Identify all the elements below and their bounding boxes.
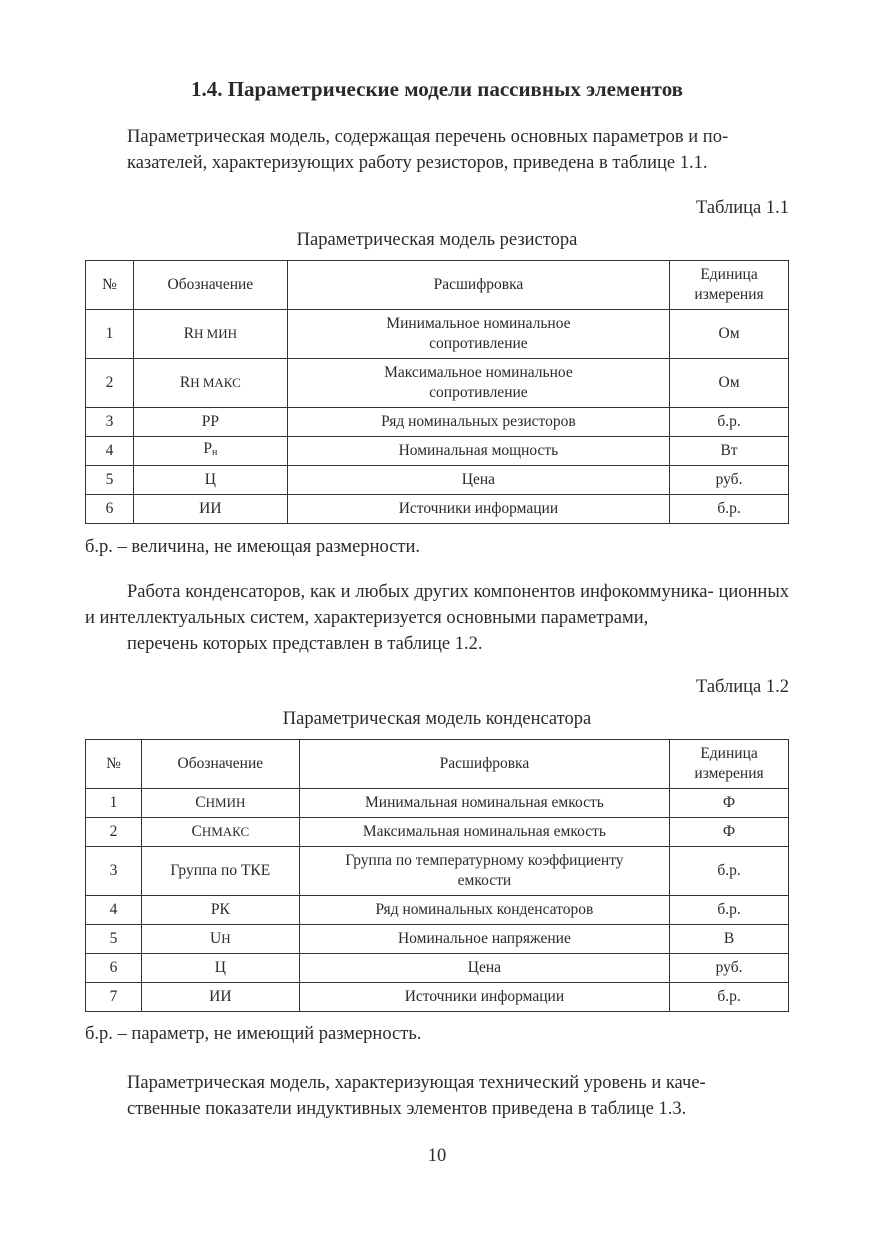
cell-num: 3 [86,847,142,896]
description-line: сопротивление [429,384,528,401]
cell-unit: Вт [670,437,789,466]
cell-num: 2 [86,359,134,408]
cell-unit: б.р. [670,408,789,437]
paragraph-line: Параметрическая модель, содержащая перечень основных параметров и по- [127,127,729,147]
cell-designation: РК [141,896,299,925]
symbol-subscript: Н [221,931,231,946]
table-row [86,466,789,495]
cell-description: Источники информации [287,495,669,524]
symbol-subscript: Н МИН [194,326,238,341]
symbol: R [179,374,191,391]
cell-designation [133,359,287,408]
table-row [86,954,789,983]
cell-num: 6 [86,954,142,983]
symbol-subscript: Н МАКС [190,375,241,390]
cell-unit: руб. [670,466,789,495]
cell-num: 4 [86,896,142,925]
header-unit-line: Единица [700,266,758,283]
paragraph-line: ственные показатели индуктивных элементов приведена в таблице 1.3. [127,1099,687,1119]
cell-designation [141,789,299,818]
cell-description: Номинальная мощность [287,437,669,466]
cell-description: Максимальная номинальная емкость [299,818,669,847]
cell-description: Ряд номинальных конденсаторов [299,896,669,925]
table-2-note: б.р. – параметр, не имеющий размерность. [85,1024,422,1044]
table-resistor-model [85,260,789,524]
cell-unit: б.р. [670,896,789,925]
header-unit-line: Единица [700,745,758,762]
cell-num: 2 [86,818,142,847]
header-unit-line: измерения [694,765,764,782]
header-designation: Обозначение [141,740,299,789]
cell-description: Ряд номинальных резисторов [287,408,669,437]
cell-unit: руб. [670,954,789,983]
paragraph-line: ционных и интеллектуальных систем, характеризуется основными параметрами, [85,582,789,628]
paragraph-intro-resistors [85,124,789,176]
table-header-row [86,740,789,789]
table-row [86,896,789,925]
table-row [86,437,789,466]
cell-description: Минимальная номинальная емкость [299,789,669,818]
cell-num: 5 [86,466,134,495]
cell-designation [141,818,299,847]
table-capacitor-model [85,739,789,1012]
cell-designation [133,310,287,359]
cell-description [299,847,669,896]
cell-unit: б.р. [670,495,789,524]
cell-designation: Ц [141,954,299,983]
cell-description: Источники информации [299,983,669,1012]
section-heading: 1.4. Параметрические модели пассивных элементов [190,77,684,101]
cell-description [287,359,669,408]
header-unit-line: измерения [694,286,764,303]
cell-num: 6 [86,495,134,524]
cell-designation [141,925,299,954]
cell-description: Цена [287,466,669,495]
cell-designation: Группа по ТКЕ [141,847,299,896]
cell-num: 1 [86,789,142,818]
cell-unit: Ом [670,359,789,408]
description-line: сопротивление [429,335,528,352]
table-2-label: Таблица 1.2 [696,677,789,697]
table-row [86,983,789,1012]
table-2-caption: Параметрическая модель конденсатора [282,709,592,729]
cell-description: Цена [299,954,669,983]
description-line: емкости [457,872,512,889]
cell-num: 1 [86,310,134,359]
paragraph-line: Работа конденсаторов, как и любых других компонентов инфокоммуника- [127,582,714,602]
header-description: Расшифровка [287,261,669,310]
cell-num: 7 [86,983,142,1012]
paragraph-inductors [85,1070,789,1122]
header-description: Расшифровка [299,740,669,789]
paragraph-line: казателей, характеризующих работу резисторов, приведена в таблице 1.1. [127,153,708,173]
table-row [86,847,789,896]
page-number: 10 [427,1146,447,1166]
paragraph-line: перечень которых представлен в таблице 1.2. [127,634,483,654]
table-1-caption: Параметрическая модель резистора [296,230,578,250]
description-line: Группа по температурному коэффициенту [345,852,624,869]
symbol-subscript: НМАКС [201,824,250,839]
table-row [86,495,789,524]
cell-unit: Ф [670,789,789,818]
table-row [86,789,789,818]
cell-num: 5 [86,925,142,954]
cell-description [287,310,669,359]
table-row [86,408,789,437]
table-row [86,818,789,847]
cell-unit: б.р. [670,983,789,1012]
table-row [86,925,789,954]
paragraph-capacitors [85,579,789,657]
table-row [86,310,789,359]
cell-designation: ИИ [133,495,287,524]
header-unit [670,740,789,789]
cell-num: 4 [86,437,134,466]
cell-designation: Ц [133,466,287,495]
symbol: С [191,823,202,840]
header-num: № [86,740,142,789]
cell-designation: ИИ [141,983,299,1012]
cell-unit: В [670,925,789,954]
cell-designation: РР [133,408,287,437]
symbol: Р [203,440,212,457]
description-line: Максимальное номинальное [384,364,573,381]
paragraph-line: Параметрическая модель, характеризующая технический уровень и каче- [127,1073,706,1093]
header-designation: Обозначение [133,261,287,310]
cell-unit: б.р. [670,847,789,896]
symbol-subscript: НМИН [205,795,246,810]
cell-unit: Ом [670,310,789,359]
table-header-row [86,261,789,310]
cell-num: 3 [86,408,134,437]
header-unit [670,261,789,310]
header-num: № [86,261,134,310]
symbol: С [195,794,206,811]
cell-designation [133,437,287,466]
table-1-label: Таблица 1.1 [696,198,789,218]
description-line: Минимальное номинальное [386,315,571,332]
table-row [86,359,789,408]
symbol: R [183,325,195,342]
table-1-note: б.р. – величина, не имеющая размерности. [85,537,421,557]
cell-description: Номинальное напряжение [299,925,669,954]
symbol-subscript: н [211,447,218,458]
symbol: U [210,930,222,947]
cell-unit: Ф [670,818,789,847]
